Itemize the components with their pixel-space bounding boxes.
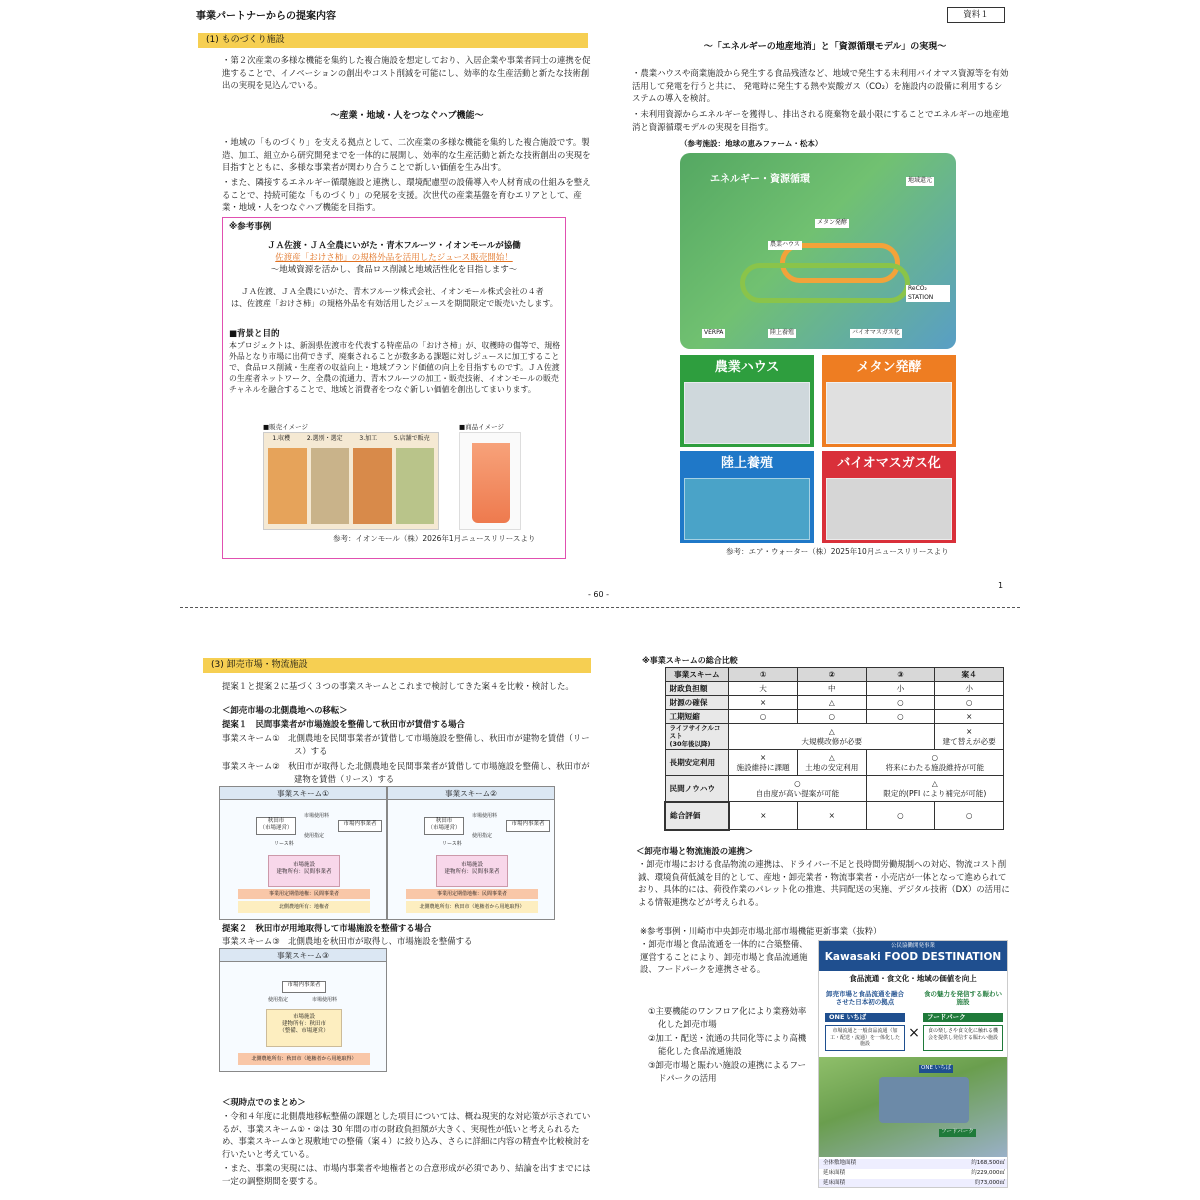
scheme-1-desc: 事業スキーム① 北側農地を民間事業者が賃借して市場施設を整備し、秋田市が建物を賃借（リース）する bbox=[222, 733, 590, 756]
row-label: 民間ノウハウ bbox=[665, 776, 729, 802]
document-tag: 資料１ bbox=[947, 7, 1005, 23]
s2-tenant-box: 市場内事業者 bbox=[506, 820, 550, 832]
s1-fee-label: 市場使用料 bbox=[304, 813, 330, 819]
brochure-banner bbox=[819, 941, 1007, 971]
kawasaki-heading: ※参考事例・川崎市中央卸売市場北部市場機能更新事業（抜粋） bbox=[640, 926, 882, 936]
juice-image bbox=[459, 432, 521, 530]
map-label-gasification: バイオマスガス化 bbox=[852, 329, 900, 336]
area-label-1: 全体敷地面積 bbox=[823, 1160, 857, 1166]
kawasaki-item-3: ③卸売市場と賑わい施設の連携によるフードパークの活用 bbox=[648, 1060, 807, 1083]
photo-label-park: フードパーク bbox=[941, 1129, 974, 1135]
table-cell: ○ bbox=[866, 802, 935, 830]
s2-building-box: 市場施設 建物所有：民間事業者 bbox=[436, 855, 508, 887]
row-label: 財源の確保 bbox=[665, 696, 729, 710]
s2-use-label: 使用指定 bbox=[472, 833, 493, 839]
table-cell: ○ 将来にわたる施設維持が可能 bbox=[866, 750, 1003, 776]
s3-tenant-box: 市場内事業者 bbox=[282, 981, 326, 993]
table-cell: △ 土地の安定利用 bbox=[797, 750, 866, 776]
table-cell: 小 bbox=[935, 682, 1004, 696]
map-label-aquaculture: 陸上養殖 bbox=[770, 329, 795, 336]
background-body: 本プロジェクトは、新潟県佐渡市を代表する特産品の「おけさ柿」が、収穫時の傷等で、規格外品となり市場に出荷できず、廃棄されることが数多ある課題に対しジュースに加工することで、食品ロス削減・生産者の収益向上・地域ブランド価値の向上を目指すものです。ＪＡ佐渡の生産者ネットワーク、全農の流通力、青木フルーツの加工・販売技術、イオンモールの販売チャネルを融合することで、地域と消費者をつなぐ新しい価値を創出してまいります。 bbox=[229, 341, 561, 395]
s3-land-bar: 北側農地所有：秋田市（地権者から用地取得） bbox=[238, 1053, 370, 1065]
area-label-2: 延床面積 bbox=[823, 1169, 846, 1176]
map-source: 参考：エア・ウォーター（株）2025年10月ニュースリリースより bbox=[726, 547, 949, 556]
row-label: 長期安定利用 bbox=[665, 750, 729, 776]
hub-heading: 〜産業・地域・人をつなぐハブ機能〜 bbox=[330, 111, 484, 121]
table-row bbox=[665, 696, 1004, 710]
brochure-banner-title: Kawasaki FOOD DESTINATION bbox=[824, 950, 1002, 963]
step-harvest: 1.収穫 bbox=[272, 435, 291, 442]
map-label-methane: メタン発酵 bbox=[817, 219, 848, 226]
s3-building-box: 市場施設 建物所有：秋田市 （整備、市場運営） bbox=[266, 1009, 342, 1047]
table-cell: ○ bbox=[935, 802, 1004, 830]
section-heading-market: (3) 卸売市場・物流施設 bbox=[203, 658, 591, 673]
brochure-left-title: 卸売市場と食品流通を融合させた日本初の拠点 bbox=[826, 990, 904, 1006]
col-header: ③ bbox=[866, 668, 935, 682]
table-row bbox=[665, 682, 1004, 696]
s1-land-use-bar: 事業用定期借地権：民間事業者 bbox=[238, 889, 370, 899]
reference-tagline: 〜地域資源を活かし、食品ロス削減と地域活性化を目指します〜 bbox=[270, 265, 518, 275]
col-header: 案４ bbox=[935, 668, 1004, 682]
background-heading: ■背景と目的 bbox=[229, 329, 280, 339]
row-label: 財政負担額 bbox=[665, 682, 729, 696]
brochure-park-desc: 食の楽しさや食文化に触れる機会を提供し発信する賑わい施設 bbox=[923, 1025, 1003, 1051]
table-cell: × bbox=[729, 696, 798, 710]
s2-land-bar: 北側農地所有：秋田市（地権者から用地取得） bbox=[406, 901, 538, 913]
reference-source: 参考：イオンモール（株）2026年1月ニュースリリースより bbox=[333, 534, 536, 543]
table-cell: ○ bbox=[729, 710, 798, 724]
tile-gasification-label: バイオマスガス化 bbox=[837, 456, 941, 471]
page-number-right: 1 bbox=[998, 581, 1004, 590]
area-value-1: 約168,500㎡ bbox=[971, 1160, 1005, 1166]
sales-illustration bbox=[263, 432, 439, 530]
sales-image-label: ■販売イメージ bbox=[263, 423, 308, 431]
table-cell: △ 大規模改修が必要 bbox=[729, 724, 935, 750]
table-header-row bbox=[665, 668, 1004, 682]
summary-bullet-1: ・令和４年度に北側農地移転整備の課題とした項目については、概ね現実的な対応策が示されているが、事業スキーム①・②は 30 年間の市の財政負担額が大きく、実現性が低いと考えられるため、事業スキーム③と現敷地での整備（案４）に絞り込み、さらに詳細に内容の精査や比較検討を行いたいと考えている。 bbox=[222, 1111, 591, 1159]
step-sell: 5.店舗で販売 bbox=[393, 435, 430, 442]
reference-label: ※参考事例 bbox=[229, 222, 272, 232]
map-label-reco2: ReCO₂ STATION bbox=[906, 285, 950, 302]
reference-subtitle: 佐渡産「おけさ柿」の規格外品を活用したジュース販売開始！ bbox=[275, 253, 513, 263]
table-cell: 小 bbox=[866, 682, 935, 696]
map-label-regional: 地域還元 bbox=[908, 177, 933, 184]
tile-greenhouse-label: 農業ハウス bbox=[714, 360, 780, 375]
s1-use-label: 使用指定 bbox=[304, 833, 325, 839]
energy-bullet-2: ・未利用資源からエネルギーを獲得し、排出される廃棄物を最小限にすることでエネルギーの地産地消と資源循環モデルの実現を目指す。 bbox=[632, 109, 1009, 132]
brochure-food-park: フードパーク bbox=[923, 1013, 1003, 1022]
tile-aquaculture-label: 陸上養殖 bbox=[720, 456, 773, 471]
step-process: 3.加工 bbox=[359, 435, 378, 442]
proposal-2: 提案２ 秋田市が用地取得して市場施設を整備する場合 bbox=[222, 923, 432, 933]
tile-gasification bbox=[822, 451, 956, 543]
table-cell: × 建て替えが必要 bbox=[935, 724, 1004, 750]
market-intro: 提案１と提案２に基づく３つの事業スキームとこれまで検討してきた案４を比較・検討した。 bbox=[222, 681, 574, 691]
table-cell: ○ bbox=[866, 696, 935, 710]
table-cell: △ bbox=[797, 696, 866, 710]
brochure-one-desc: 市場流通と一般食品流通（加工・配送・流通）を一体化した施設 bbox=[825, 1025, 905, 1051]
table-row bbox=[665, 724, 1004, 750]
comparison-heading: ※事業スキームの総合比較 bbox=[642, 656, 738, 665]
table-cell: ○ 自由度が高い提案が可能 bbox=[729, 776, 866, 802]
table-row bbox=[665, 802, 1004, 830]
summary-bullet-2: ・また、事業の実現には、市場内事業者や地権者との合意形成が必須であり、結論を出すまでには一定の調整期間を要する。 bbox=[222, 1163, 591, 1186]
table-cell: × bbox=[729, 802, 798, 830]
table-cell: × 施設維持に課題 bbox=[729, 750, 798, 776]
table-row bbox=[665, 710, 1004, 724]
kawasaki-item-1: ①主要機能のワンフロア化により業務効率化した卸売市場 bbox=[648, 1006, 807, 1029]
reference-body: ＪＡ佐渡、ＪＡ全農にいがた、青木フルーツ株式会社、イオンモール株式会社の４者は、佐渡産「おけさ柿」の規格外品を有効活用したジュースを期間限定で販売いたします。 bbox=[231, 287, 558, 308]
brochure-aerial-photo bbox=[819, 1057, 1008, 1157]
table-cell: × bbox=[935, 710, 1004, 724]
brochure-subtitle: 食品流通・食文化・地域の価値を向上 bbox=[849, 974, 977, 983]
page-title: 事業パートナーからの提案内容 bbox=[196, 11, 336, 22]
tile-methane-label: メタン発酵 bbox=[856, 360, 922, 375]
table-cell: ○ bbox=[797, 710, 866, 724]
table-cell: 中 bbox=[797, 682, 866, 696]
brochure-banner-small: 公民協働開発事業 bbox=[890, 943, 935, 949]
facility-photo-grid bbox=[680, 355, 956, 543]
s2-fee-label: 市場使用料 bbox=[472, 813, 498, 819]
s2-land-use-bar: 事業用定期借地権：民間事業者 bbox=[406, 889, 538, 899]
s1-tenant-box: 市場内事業者 bbox=[338, 820, 382, 832]
s3-use-label: 使用指定 bbox=[268, 997, 289, 1003]
tile-greenhouse bbox=[680, 355, 814, 447]
energy-bullet-1: ・農業ハウスや商業施設から発生する食品残渣など、地域で発生する未利用バイオマス資源等を有効活用して発電を行うと共に、 発電時に発生する熱や炭酸ガス（CO₂）を施設内の設備に利用するシステムの導入を検討。 bbox=[632, 68, 1009, 104]
scheme-2-title: 事業スキーム② bbox=[388, 787, 554, 800]
scheme-3-title: 事業スキーム③ bbox=[220, 949, 386, 962]
table-row bbox=[665, 750, 1004, 776]
row-label: 工期短縮 bbox=[665, 710, 729, 724]
brochure-right-title: 食の魅力を発信する賑わい施設 bbox=[924, 990, 1002, 1006]
row-label: ライフサイクルコスト (30年後以降) bbox=[665, 724, 729, 750]
tile-aquaculture bbox=[680, 451, 814, 543]
reference-title: ＪＡ佐渡・ＪＡ全農にいがた・青木フルーツ・イオンモールが協働 bbox=[267, 241, 521, 251]
s1-land-bar: 北側農地所有：地権者 bbox=[238, 901, 370, 913]
photo-label-one: ONE いちば bbox=[921, 1065, 952, 1071]
scheme-1-diagram bbox=[219, 786, 387, 920]
scheme-2-diagram bbox=[387, 786, 555, 920]
col-header: ② bbox=[797, 668, 866, 682]
s1-city-box: 秋田市 （市場運営） bbox=[256, 817, 296, 835]
kawasaki-item-2: ②加工・配送・流通の共同化等により高機能化した食品流通施設 bbox=[648, 1033, 807, 1056]
table-cell: 大 bbox=[729, 682, 798, 696]
reference-example-box bbox=[222, 217, 566, 559]
table-cell: ○ bbox=[935, 696, 1004, 710]
col-header: ① bbox=[729, 668, 798, 682]
brochure-area-table bbox=[819, 1159, 1008, 1188]
area-label-3: 延床面積 bbox=[823, 1179, 846, 1186]
manufacturing-intro: ・第２次産業の多様な機能を集約した複合施設を想定しており、入居企業や事業者同士の連携を促進することで、イノベーションの創出やコスト削減を可能にし、効率的な生産活動と新たな技術創出の実現を見込んでいる。 bbox=[222, 55, 591, 91]
map-label-greenhouse: 農業ハウス bbox=[770, 241, 800, 248]
s2-lease-label: リース料 bbox=[442, 841, 462, 847]
hub-bullet-1: ・地域の「ものづくり」を支える拠点として、二次産業の多様な機能を集約した複合施設です。製造、加工、組立から研究開発までを一体的に展開し、効率的な生産活動と新たな技術創出の実現を目指すとともに、多様な事業者が関わり合うことで新しい価値を生み出す。 bbox=[222, 137, 591, 173]
energy-cycle-map bbox=[680, 153, 956, 349]
section-heading-manufacturing: (1) ものづくり施設 bbox=[198, 33, 588, 48]
scheme-3-desc: 事業スキーム③ 北側農地を秋田市が取得し、市場施設を整備する bbox=[222, 936, 473, 946]
s1-lease-label: リース料 bbox=[274, 841, 294, 847]
scheme-1-title: 事業スキーム① bbox=[220, 787, 386, 800]
hub-bullet-2: ・また、隣接するエネルギー循環施設と連携し、環境配慮型の設備導入や人材育成の仕組みを整えることで、持続可能な「ものづくり」の発展を支援。次世代の産業基盤を育むエリアとして、産業・地域・人をつなぐハブ機能を目指す。 bbox=[222, 177, 591, 213]
summary-heading: ＜現時点でのまとめ＞ bbox=[222, 1097, 306, 1107]
tile-methane bbox=[822, 355, 956, 447]
s3-fee-label: 市場使用料 bbox=[312, 997, 338, 1003]
brochure-one-ichiba: ONE いちば bbox=[825, 1013, 905, 1022]
page-number-center: - 60 - bbox=[588, 590, 610, 599]
row-label: 総合評価 bbox=[665, 802, 729, 830]
table-row bbox=[665, 776, 1004, 802]
product-image-label: ■商品イメージ bbox=[459, 423, 504, 431]
map-label-verpa: VERPA bbox=[704, 329, 724, 336]
cross-icon: × bbox=[908, 1025, 920, 1041]
s2-city-box: 秋田市 （市場運営） bbox=[424, 817, 464, 835]
page-divider bbox=[180, 607, 1020, 608]
reference-facility-label: （参考施設：地球の恵みファーム・松本） bbox=[680, 139, 823, 148]
step-sort: 2.選別・選定 bbox=[306, 435, 343, 442]
table-cell: △ 限定的(PFI により補完が可能) bbox=[866, 776, 1003, 802]
area-value-2: 約229,000㎡ bbox=[971, 1169, 1005, 1176]
scheme-2-desc: 事業スキーム② 秋田市が取得した北側農地を民間事業者が賃借して市場施設を整備し、秋田市が建物を賃借（リース）する bbox=[222, 761, 590, 784]
area-value-3: 約73,000㎡ bbox=[974, 1179, 1005, 1186]
north-relocation-heading: ＜卸売市場の北側農地への移転＞ bbox=[222, 705, 348, 715]
col-header: 事業スキーム bbox=[665, 668, 729, 682]
logistics-bullet: ・卸売市場における食品物流の連携は、ドライバー不足と長時間労働規制への対応、物流コスト削減、環境負荷低減を目的として、産地・卸売業者・物流事業者・小売店が一体となって進められており、具体的には、荷役作業のパレット化の推進、共同配送の実施、デジタル技術（DX）の活用による情報連携などが考えられる。 bbox=[638, 859, 1010, 907]
comparison-table bbox=[664, 667, 1004, 831]
kawasaki-bullet: ・卸売市場と食品流通を一体的に合築整備、運営することにより、卸売市場と食品流通施設、フードパークを連携させる。 bbox=[640, 939, 808, 975]
scheme-3-diagram bbox=[219, 948, 387, 1072]
energy-heading: 〜「エネルギーの地産地消」と「資源循環モデル」の実現〜 bbox=[703, 42, 947, 52]
s1-building-box: 市場施設 建物所有：民間事業者 bbox=[268, 855, 340, 887]
logistics-heading: ＜卸売市場と物流施設の連携＞ bbox=[636, 846, 754, 856]
map-title: エネルギー・資源循環 bbox=[710, 174, 810, 185]
table-cell: × bbox=[797, 802, 866, 830]
proposal-1: 提案１ 民間事業者が市場施設を整備して秋田市が賃借する場合 bbox=[222, 719, 465, 729]
kawasaki-brochure bbox=[818, 940, 1008, 1188]
table-cell: ○ bbox=[866, 710, 935, 724]
